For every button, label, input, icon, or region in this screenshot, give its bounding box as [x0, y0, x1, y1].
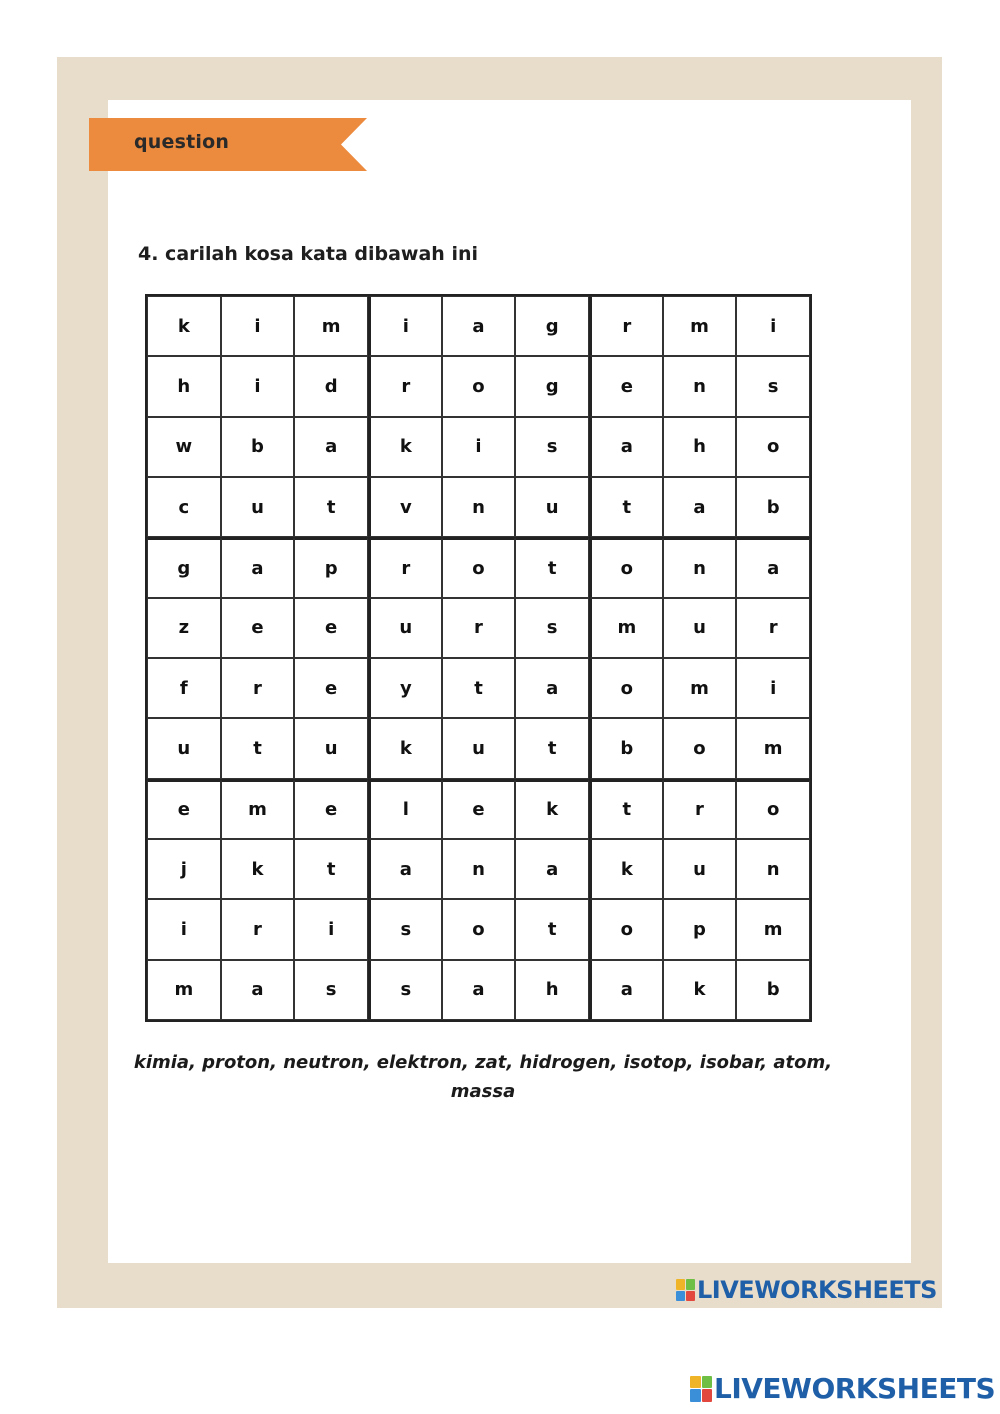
grid-cell[interactable]: e — [294, 598, 368, 658]
logo-text: LIVEWORKSHEETS — [697, 1276, 937, 1304]
grid-cell[interactable]: b — [221, 417, 295, 477]
grid-cell[interactable]: k — [147, 296, 221, 356]
grid-cell[interactable]: d — [294, 356, 368, 416]
grid-cell[interactable]: a — [515, 839, 589, 899]
grid-cell[interactable]: e — [294, 658, 368, 718]
grid-cell[interactable]: o — [442, 899, 516, 959]
grid-cell[interactable]: b — [736, 477, 810, 537]
grid-cell[interactable]: w — [147, 417, 221, 477]
grid-cell[interactable]: u — [294, 718, 368, 778]
grid-cell[interactable]: r — [368, 356, 442, 416]
grid-cell[interactable]: m — [663, 658, 737, 718]
grid-cell[interactable]: t — [442, 658, 516, 718]
grid-cell[interactable]: m — [663, 296, 737, 356]
grid-cell[interactable]: a — [294, 417, 368, 477]
grid-cell[interactable]: n — [663, 356, 737, 416]
grid-cell[interactable]: g — [147, 537, 221, 597]
grid-cell[interactable]: k — [368, 417, 442, 477]
grid-cell[interactable]: k — [221, 839, 295, 899]
grid-cell[interactable]: i — [221, 356, 295, 416]
grid-cell[interactable]: u — [442, 718, 516, 778]
grid-cell[interactable]: r — [221, 899, 295, 959]
grid-cell[interactable]: s — [368, 960, 442, 1020]
grid-cell[interactable]: s — [368, 899, 442, 959]
grid-cell[interactable]: r — [736, 598, 810, 658]
grid-cell[interactable]: u — [663, 598, 737, 658]
grid-cell[interactable]: o — [589, 537, 663, 597]
grid-cell[interactable]: t — [294, 477, 368, 537]
grid-cell[interactable]: t — [221, 718, 295, 778]
grid-cell[interactable]: n — [442, 477, 516, 537]
grid-cell[interactable]: n — [442, 839, 516, 899]
grid-cell[interactable]: a — [736, 537, 810, 597]
question-banner — [89, 118, 367, 171]
grid-cell[interactable]: a — [589, 417, 663, 477]
liveworksheets-logo — [676, 1276, 937, 1304]
grid-cell[interactable]: y — [368, 658, 442, 718]
grid-cell[interactable]: m — [736, 899, 810, 959]
grid-cell[interactable]: a — [221, 960, 295, 1020]
grid-cell[interactable]: l — [368, 779, 442, 839]
grid-cell[interactable]: k — [368, 718, 442, 778]
grid-cell[interactable]: u — [368, 598, 442, 658]
grid-cell[interactable]: a — [589, 960, 663, 1020]
grid-cell[interactable]: h — [663, 417, 737, 477]
grid-cell[interactable]: t — [515, 899, 589, 959]
liveworksheets-logo-footer[interactable] — [690, 1372, 995, 1405]
grid-cell[interactable]: p — [663, 899, 737, 959]
grid-cell[interactable]: i — [368, 296, 442, 356]
grid-cell[interactable]: g — [515, 296, 589, 356]
question-prompt: 4. carilah kosa kata dibawah ini — [138, 243, 478, 265]
grid-cell[interactable]: v — [368, 477, 442, 537]
grid-cell[interactable]: i — [736, 296, 810, 356]
grid-cell[interactable]: c — [147, 477, 221, 537]
grid-cell[interactable]: i — [442, 417, 516, 477]
grid-cell[interactable]: m — [589, 598, 663, 658]
grid-cell[interactable]: m — [147, 960, 221, 1020]
grid-cell[interactable]: z — [147, 598, 221, 658]
grid-cell[interactable]: t — [294, 839, 368, 899]
grid-cell[interactable]: i — [736, 658, 810, 718]
grid-cell[interactable]: n — [663, 537, 737, 597]
grid-cell[interactable]: o — [736, 779, 810, 839]
grid-cell[interactable]: m — [294, 296, 368, 356]
grid-cell[interactable]: o — [442, 537, 516, 597]
grid-cell[interactable]: i — [221, 296, 295, 356]
grid-cell[interactable]: s — [515, 417, 589, 477]
grid-cell[interactable]: o — [736, 417, 810, 477]
grid-cell[interactable]: a — [663, 477, 737, 537]
grid-cell[interactable]: e — [294, 779, 368, 839]
grid-cell[interactable]: r — [368, 537, 442, 597]
grid-cell[interactable]: b — [589, 718, 663, 778]
grid-cell[interactable]: u — [515, 477, 589, 537]
logo-text: LIVEWORKSHEETS — [714, 1372, 996, 1405]
grid-cell[interactable]: r — [442, 598, 516, 658]
grid-cell[interactable]: e — [442, 779, 516, 839]
grid-cell[interactable]: m — [736, 718, 810, 778]
grid-cell[interactable]: o — [663, 718, 737, 778]
liveworksheets-logo-icon — [676, 1279, 695, 1301]
grid-cell[interactable]: a — [221, 537, 295, 597]
grid-cell[interactable]: m — [221, 779, 295, 839]
banner-label: question — [134, 131, 230, 153]
grid-cell[interactable]: r — [663, 779, 737, 839]
grid-cell[interactable]: i — [147, 899, 221, 959]
grid-cell[interactable]: o — [589, 658, 663, 718]
grid-cell[interactable]: j — [147, 839, 221, 899]
grid-cell[interactable]: a — [442, 960, 516, 1020]
grid-cell[interactable]: o — [442, 356, 516, 416]
grid-cell[interactable]: r — [221, 658, 295, 718]
liveworksheets-logo-icon — [690, 1376, 712, 1402]
word-search-grid — [145, 294, 812, 1022]
grid-cell[interactable]: o — [589, 899, 663, 959]
grid-cell[interactable]: s — [294, 960, 368, 1020]
word-list-line: kimia, proton, neutron, elektron, zat, hidrogen, isotop, isobar, atom, — [133, 1052, 833, 1073]
grid-cell[interactable]: a — [442, 296, 516, 356]
grid-cell[interactable]: n — [736, 839, 810, 899]
grid-cell[interactable]: i — [294, 899, 368, 959]
grid-cell[interactable]: b — [736, 960, 810, 1020]
grid-cell[interactable]: k — [663, 960, 737, 1020]
grid-cell[interactable]: h — [147, 356, 221, 416]
word-list-line: massa — [450, 1081, 516, 1102]
grid-cell[interactable]: s — [736, 356, 810, 416]
grid-cell[interactable]: a — [515, 658, 589, 718]
grid-cell[interactable]: g — [515, 356, 589, 416]
grid-cell[interactable]: a — [368, 839, 442, 899]
grid-cell[interactable]: t — [589, 477, 663, 537]
grid-cell[interactable]: u — [147, 718, 221, 778]
grid-cell[interactable]: s — [515, 598, 589, 658]
word-list — [118, 1048, 848, 1106]
grid-cell[interactable]: f — [147, 658, 221, 718]
grid-cell[interactable]: p — [294, 537, 368, 597]
grid-cell[interactable]: u — [663, 839, 737, 899]
grid-cell[interactable]: k — [589, 839, 663, 899]
grid-cell[interactable]: t — [589, 779, 663, 839]
grid-cell[interactable]: e — [221, 598, 295, 658]
grid-cell[interactable]: h — [515, 960, 589, 1020]
grid-cell[interactable]: t — [515, 718, 589, 778]
grid-cell[interactable]: t — [515, 537, 589, 597]
grid-cell[interactable]: u — [221, 477, 295, 537]
grid-cell[interactable]: k — [515, 779, 589, 839]
grid-cell[interactable]: e — [589, 356, 663, 416]
grid-cell[interactable]: r — [589, 296, 663, 356]
grid-cell[interactable]: e — [147, 779, 221, 839]
